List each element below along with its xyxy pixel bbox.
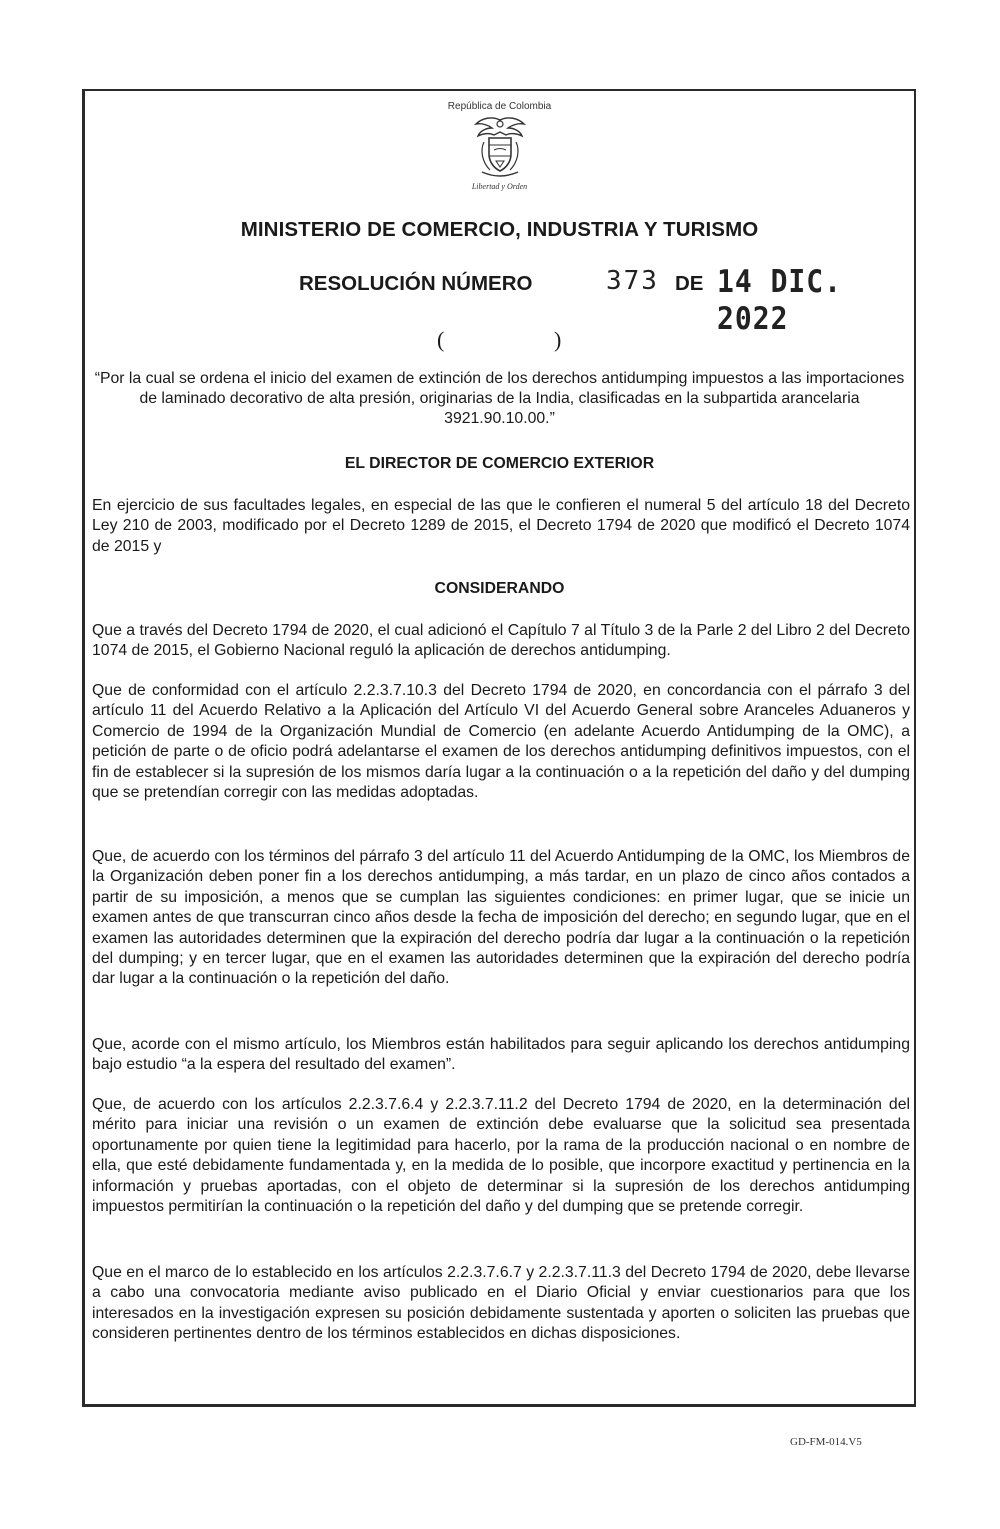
resolution-line	[85, 261, 914, 337]
considerando-heading: CONSIDERANDO	[434, 580, 565, 597]
resolution-subject: “Por la cual se ordena el inicio del examen de extinción de los derechos antidumping impuestos a las importaciones de laminado decorativo de alta presión, originarias de la India, clasificadas en la subpartida arancelaria 3921.90.10.00.”	[94, 370, 905, 427]
coat-of-arms-icon	[470, 114, 530, 182]
ministry-title: MINISTERIO DE COMERCIO, INDUSTRIA Y TURISMO	[240, 218, 759, 241]
republic-label: República de Colombia	[447, 101, 552, 112]
document-frame	[82, 89, 916, 1407]
resolution-label: RESOLUCIÓN NÚMERO	[299, 272, 533, 295]
paren-close: )	[554, 327, 562, 352]
director-title: EL DIRECTOR DE COMERCIO EXTERIOR	[344, 455, 655, 472]
resolution-number: 373	[606, 266, 659, 296]
resolution-de-label: DE	[675, 272, 704, 295]
preamble-paragraph: En ejercicio de sus facultades legales, en especial de las que le confieren el numeral 5 del artículo 18 del Decreto Ley 210 de 2003, modificado por el Decreto 1289 de 2015, el Decreto 1794 de 2020 que modificó el Decreto 1074 de 2015 y	[92, 497, 910, 555]
considerando-paragraph-4: Que, acorde con el mismo artículo, los Miembros están habilitados para seguir aplicando los derechos antidumping bajo estudio “a la espera del resultado del examen”.	[92, 1036, 910, 1074]
paren-open: (	[437, 327, 445, 352]
form-code: GD-FM-014.V5	[790, 1436, 862, 1448]
considerando-paragraph-6: Que en el marco de lo establecido en los artículos 2.2.3.7.6.7 y 2.2.3.7.11.3 del Decreto 1794 de 2020, debe llevarse a cabo una convocatoria mediante aviso publicado en el Diario Oficial y enviar cuestionarios para que los interesados en la investigación expresen su posición debidamente sustentada y aporten o soliciten las pruebas que consideren pertinentes dentro de los términos establecidos en dichas disposiciones.	[92, 1264, 910, 1343]
resolution-date: 14 DIC. 2022	[717, 263, 843, 337]
motto-label: Libertad y Orden	[471, 182, 528, 191]
considerando-paragraph-2: Que de conformidad con el artículo 2.2.3.7.10.3 del Decreto 1794 de 2020, en concordancia con el párrafo 3 del artículo 11 del Acuerdo Relativo a la Aplicación del Artículo VI del Acuerdo General sobre Aranceles Aduaneros y Comercio de 1994 de la Organización Mundial de Comercio (en adelante Acuerdo Antidumping de la OMC), a petición de parte o de oficio podrá adelantarse el examen de los derechos antidumping definitivos impuestos, con el fin de establecer si la supresión de los mismos daría lugar a la continuación o a la repetición del daño y del dumping que se pretendían corregir con las medidas adoptadas.	[92, 682, 910, 802]
considerando-paragraph-5: Que, de acuerdo con los artículos 2.2.3.7.6.4 y 2.2.3.7.11.2 del Decreto 1794 de 2020, en la determinación del mérito para iniciar una revisión o un examen de extinción debe evaluarse que la solicitud sea presentada oportunamente por quien tiene la legitimidad para hacerlo, por la rama de la producción nacional o en nombre de ella, que esté debidamente fundamentada y, en la medida de lo posible, que incorpore exactitud y pertinencia en la información y pruebas aportadas, con el objeto de determinar si la supresión de los derechos antidumping impuestos permitirían la continuación o la repetición del daño y del dumping que se pretende corregir.	[92, 1096, 910, 1216]
resolution-parens	[85, 327, 914, 357]
considerando-paragraph-3: Que, de acuerdo con los términos del párrafo 3 del artículo 11 del Acuerdo Antidumping de la OMC, los Miembros de la Organización deben poner fin a los derechos antidumping, a más tardar, en un plazo de cinco años contados a partir de su imposición, a menos que se cumplan las siguientes condiciones: en primer lugar, que se inicie un examen antes de que transcurran cinco años desde la fecha de imposición del derecho; en segundo lugar, que en el examen las autoridades determinen que la expiración del derecho podría dar lugar a la continuación o la repetición del dumping; y en tercer lugar, que en el examen las autoridades determinen que la expiración del derecho podría dar lugar a la continuación o la repetición del daño.	[92, 848, 910, 988]
considerando-paragraph-1: Que a través del Decreto 1794 de 2020, el cual adicionó el Capítulo 7 al Título 3 de la Parle 2 del Libro 2 del Decreto 1074 de 2015, el Gobierno Nacional reguló la aplicación de derechos antidumping.	[92, 622, 910, 660]
